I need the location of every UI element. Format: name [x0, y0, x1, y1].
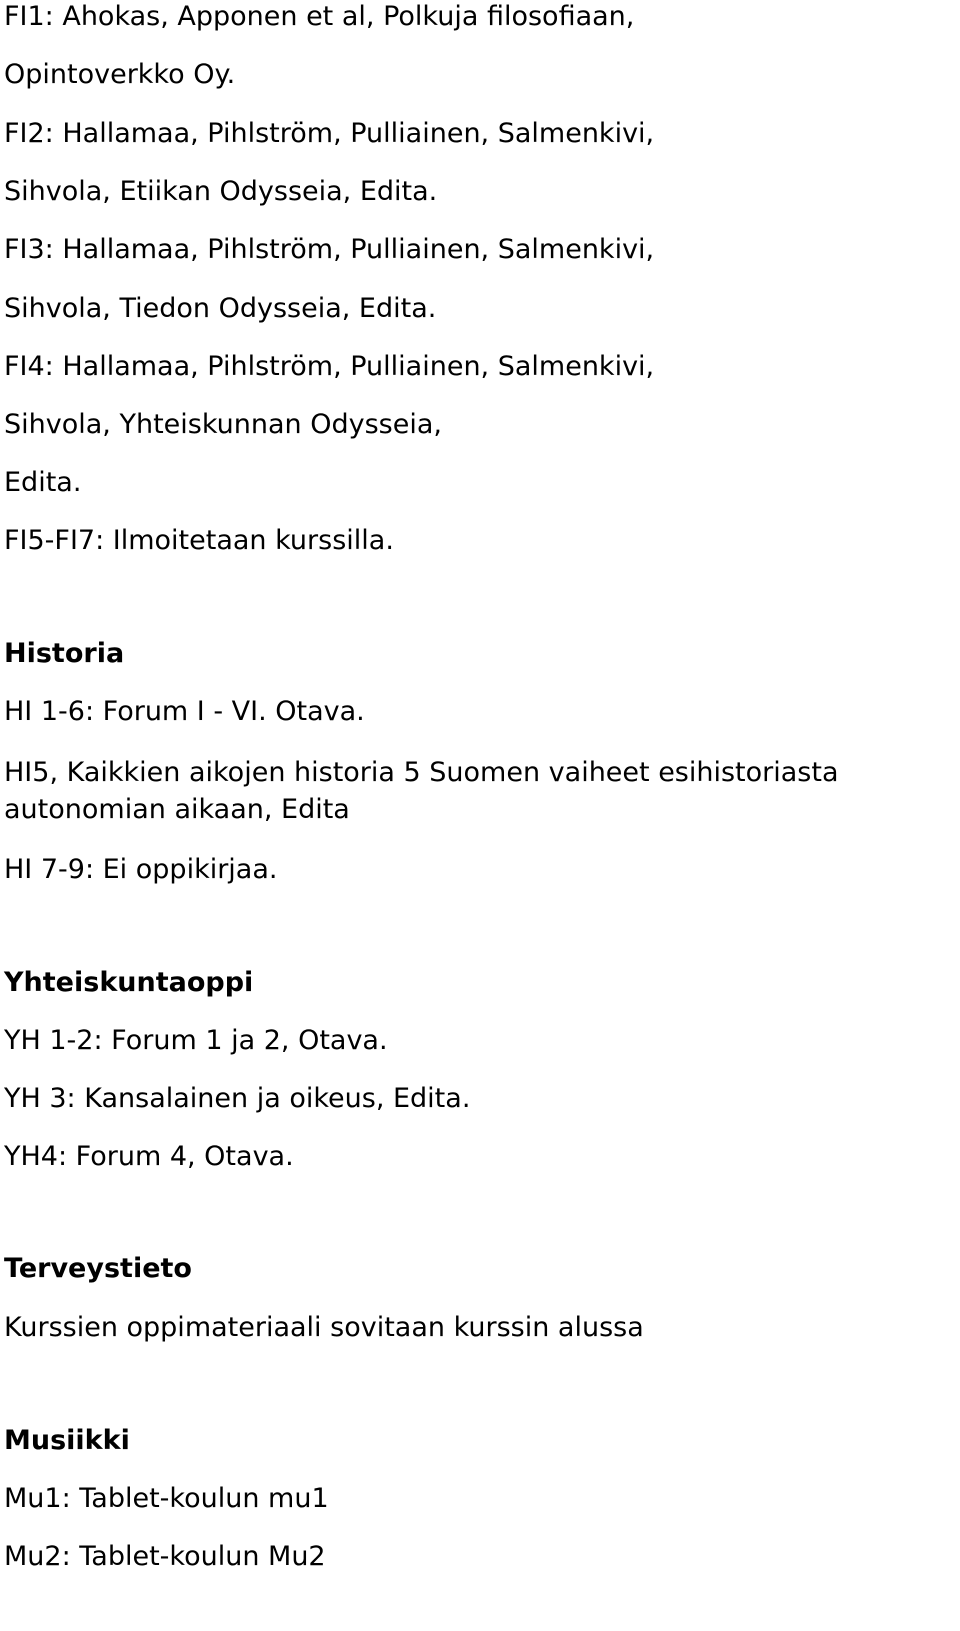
- terveystieto-heading: Terveystieto: [4, 1253, 192, 1284]
- fi4-line-1: FI4: Hallamaa, Pihlström, Pulliainen, Salmenkivi,: [4, 351, 655, 382]
- fi1-line-2: Opintoverkko Oy.: [4, 59, 236, 90]
- musiikki-heading: Musiikki: [4, 1425, 130, 1456]
- fi5-7-line: FI5-FI7: Ilmoitetaan kurssilla.: [4, 525, 394, 556]
- fi4-line-2: Sihvola, Yhteiskunnan Odysseia,: [4, 409, 442, 440]
- yh1-2-line: YH 1-2: Forum 1 ja 2, Otava.: [4, 1025, 388, 1056]
- hi7-9-line: HI 7-9: Ei oppikirjaa.: [4, 854, 278, 885]
- fi2-line-1: FI2: Hallamaa, Pihlström, Pulliainen, Salmenkivi,: [4, 118, 655, 149]
- terveystieto-text: Kurssien oppimateriaali sovitaan kurssin alussa: [4, 1312, 644, 1343]
- historia-heading: Historia: [4, 638, 125, 669]
- yhteiskuntaoppi-heading: Yhteiskuntaoppi: [4, 967, 254, 998]
- fi4-line-3: Edita.: [4, 467, 82, 498]
- yh4-line: YH4: Forum 4, Otava.: [4, 1141, 294, 1172]
- fi2-line-2: Sihvola, Etiikan Odysseia, Edita.: [4, 176, 438, 207]
- fi1-line-1: FI1: Ahokas, Apponen et al, Polkuja filosofiaan,: [4, 1, 635, 32]
- hi1-6-line: HI 1-6: Forum I - VI. Otava.: [4, 696, 365, 727]
- hi5-line-1: HI5, Kaikkien aikojen historia 5 Suomen vaiheet esihistoriasta: [4, 757, 839, 788]
- mu2-line: Mu2: Tablet-koulun Mu2: [4, 1541, 326, 1572]
- fi3-line-1: FI3: Hallamaa, Pihlström, Pulliainen, Salmenkivi,: [4, 234, 655, 265]
- yh3-line: YH 3: Kansalainen ja oikeus, Edita.: [4, 1083, 471, 1114]
- fi3-line-2: Sihvola, Tiedon Odysseia, Edita.: [4, 293, 437, 324]
- hi5-line-2: autonomian aikaan, Edita: [4, 794, 350, 825]
- mu1-line: Mu1: Tablet-koulun mu1: [4, 1483, 329, 1514]
